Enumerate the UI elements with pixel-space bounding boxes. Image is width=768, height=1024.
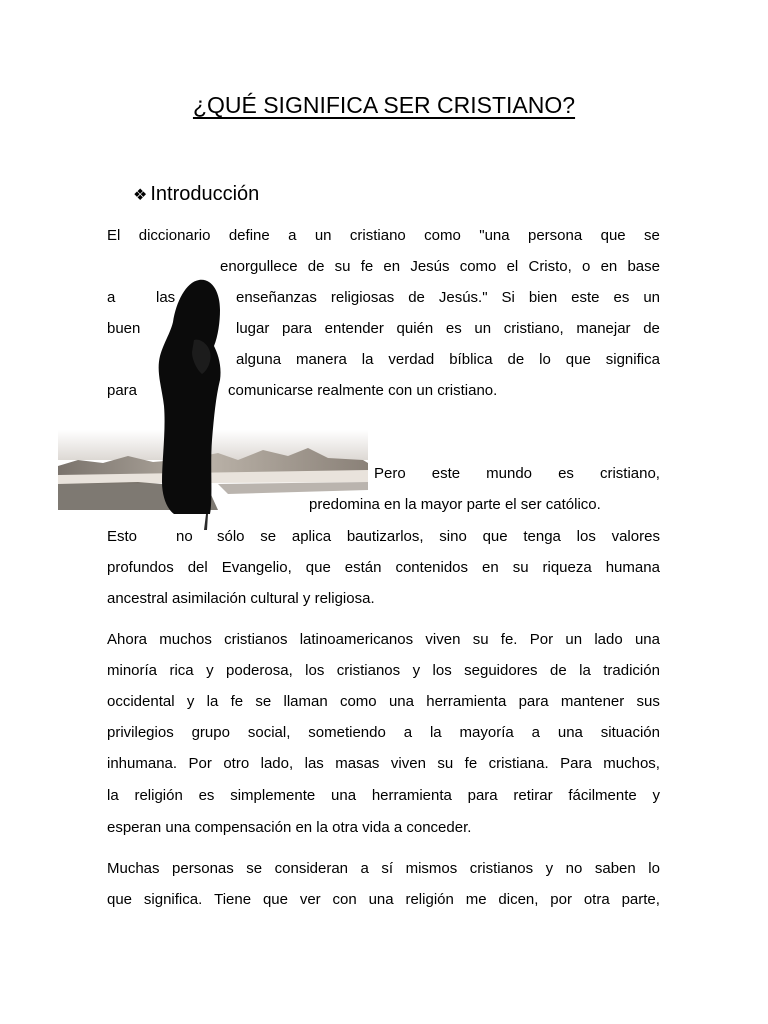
word: saben	[594, 860, 636, 877]
word: buen	[107, 320, 141, 337]
word: comunicarse realmente con un cristiano.	[228, 382, 498, 399]
word: alguna	[236, 351, 282, 368]
word: lo	[539, 351, 551, 368]
word: fe.	[500, 631, 518, 648]
word: grupo	[191, 724, 230, 741]
paragraph1-line	[236, 350, 660, 370]
paragraph3-line	[107, 692, 660, 712]
word: poderosa,	[226, 662, 293, 679]
word: la	[579, 662, 591, 679]
word: de	[408, 289, 425, 306]
word: sí	[381, 860, 394, 877]
paragraph4-line	[107, 890, 660, 910]
word: en	[600, 258, 618, 275]
word: lugar	[236, 320, 270, 337]
word: un	[565, 631, 583, 648]
word: El	[107, 227, 121, 244]
word: este	[571, 289, 600, 306]
word: como	[459, 258, 497, 275]
word: que	[305, 559, 331, 576]
word: humana	[605, 559, 660, 576]
word: las	[156, 289, 176, 306]
word: inhumana.	[107, 755, 178, 772]
paragraph3-line	[107, 661, 660, 681]
paragraph1-line	[107, 319, 147, 339]
word: cristianos	[224, 631, 288, 648]
word: social,	[247, 724, 291, 741]
word: herramienta	[371, 787, 452, 804]
word: como	[424, 227, 461, 244]
word: lado,	[260, 755, 294, 772]
word: fe	[360, 258, 374, 275]
word: Por	[188, 755, 212, 772]
paragraph3-line	[107, 630, 660, 650]
section-heading-label: Introducción	[150, 183, 260, 205]
word: fe	[230, 693, 244, 710]
paragraph1-line	[236, 319, 660, 339]
word: sometiendo	[308, 724, 386, 741]
word: en	[482, 559, 499, 576]
paragraph1-line	[236, 288, 660, 308]
word: están	[344, 559, 382, 576]
word: rica	[169, 662, 194, 679]
word: verdad	[388, 351, 435, 368]
word: valores	[611, 528, 660, 545]
word: dicen,	[498, 891, 539, 908]
word: viven	[425, 631, 461, 648]
word: del	[187, 559, 208, 576]
word: religión	[405, 891, 454, 908]
word: Si	[501, 289, 515, 306]
word: de	[507, 351, 525, 368]
word: significa.	[143, 891, 203, 908]
word: Cristo,	[528, 258, 572, 275]
word: los	[432, 662, 452, 679]
word: la	[429, 724, 442, 741]
word: sus	[636, 693, 660, 710]
word: enorgullece	[220, 258, 298, 275]
word: la	[107, 787, 119, 804]
word: para	[107, 382, 138, 399]
paragraph1-line	[156, 288, 178, 308]
word: una	[634, 631, 660, 648]
word: "una	[479, 227, 510, 244]
word: que	[600, 227, 626, 244]
word: fácilmente	[568, 787, 637, 804]
word: manejar	[576, 320, 631, 337]
word: su	[512, 559, 529, 576]
word: y	[206, 662, 214, 679]
word: retirar	[513, 787, 553, 804]
word: entender	[324, 320, 384, 337]
word: contenidos	[395, 559, 469, 576]
word: Jesús	[410, 258, 450, 275]
word: o	[582, 258, 591, 275]
word: cristiano,	[503, 320, 564, 337]
word: predomina en la mayor parte el ser católico.	[309, 496, 601, 513]
paragraph1-line	[107, 381, 147, 401]
word: es	[613, 289, 630, 306]
paragraph2-line	[107, 558, 660, 578]
word: una	[368, 891, 394, 908]
word: es	[198, 787, 215, 804]
paragraph1-line	[107, 226, 660, 246]
word: fe	[464, 755, 478, 772]
word: es	[558, 465, 574, 482]
word: seguidores	[464, 662, 538, 679]
word: herramienta	[426, 693, 507, 710]
word: tenga	[523, 528, 561, 545]
word: como	[339, 693, 377, 710]
word: significa	[605, 351, 660, 368]
word: por	[550, 891, 572, 908]
word: Ahora	[107, 631, 148, 648]
word: los	[305, 662, 325, 679]
word: Jesús."	[438, 289, 488, 306]
word: ver	[299, 891, 321, 908]
word: cristiano,	[599, 465, 660, 482]
word: aplica	[291, 528, 332, 545]
word: su	[437, 755, 454, 772]
word: otra	[583, 891, 610, 908]
word: esperan una compensación en la otra vida a conceder.	[107, 819, 472, 836]
word: me	[465, 891, 487, 908]
word: bien	[528, 289, 558, 306]
paragraph2-line	[374, 464, 660, 484]
word: riqueza	[542, 559, 592, 576]
word: cristiano	[349, 227, 406, 244]
word: su	[334, 258, 351, 275]
word: una	[557, 724, 583, 741]
word: no	[565, 860, 583, 877]
word: situación	[600, 724, 660, 741]
word: Pero	[374, 465, 406, 482]
word: latinoamericanos	[299, 631, 414, 648]
word: y	[412, 662, 421, 679]
word: los	[576, 528, 596, 545]
word: la	[361, 351, 374, 368]
word: viven	[390, 755, 426, 772]
word: otro	[223, 755, 250, 772]
word: y	[652, 787, 660, 804]
word: con	[332, 891, 357, 908]
word: religión	[134, 787, 183, 804]
word: quién	[396, 320, 434, 337]
word: las	[304, 755, 324, 772]
word: de	[643, 320, 660, 337]
word: se	[260, 528, 277, 545]
word: sólo	[217, 528, 245, 545]
diamond-bullet-icon: ❖	[133, 187, 148, 204]
word: que	[107, 891, 133, 908]
word: de	[549, 662, 567, 679]
word: sino	[439, 528, 467, 545]
word: mayoría	[459, 724, 514, 741]
word: se	[644, 227, 660, 244]
word: define	[228, 227, 270, 244]
word: una	[331, 787, 357, 804]
paragraph2-line	[107, 527, 147, 547]
paragraph1-line	[220, 257, 660, 277]
word: el	[506, 258, 519, 275]
word: muchos,	[603, 755, 660, 772]
word: un	[474, 320, 492, 337]
word: un	[643, 289, 660, 306]
word: Esto	[107, 528, 138, 545]
word: tradición	[603, 662, 660, 679]
paragraph2-line	[176, 527, 200, 547]
section-heading	[133, 183, 259, 206]
word: profundos	[107, 559, 174, 576]
word: persona	[528, 227, 583, 244]
word: muchos	[159, 631, 212, 648]
paragraph2-line	[107, 589, 660, 609]
word: religiosas	[330, 289, 395, 306]
word: Por	[529, 631, 554, 648]
word: un	[314, 227, 332, 244]
word: a	[288, 227, 297, 244]
paragraph3-line	[107, 754, 660, 774]
word: cristianos	[469, 860, 534, 877]
paragraph4-line	[107, 859, 660, 879]
word: para	[467, 787, 498, 804]
word: privilegios	[107, 724, 174, 741]
word: mundo	[486, 465, 533, 482]
paragraph1-line	[228, 381, 660, 401]
word: de	[307, 258, 325, 275]
word: a	[107, 289, 116, 306]
word: lo	[648, 860, 660, 877]
word: para	[282, 320, 313, 337]
word: y	[186, 693, 195, 710]
word: a	[531, 724, 540, 741]
word: a	[360, 860, 369, 877]
word: Evangelio,	[221, 559, 292, 576]
word: y	[545, 860, 554, 877]
word: cristiana.	[488, 755, 549, 772]
word: personas	[172, 860, 234, 877]
word: cristianos	[336, 662, 401, 679]
paragraph2-line	[217, 527, 660, 547]
word: mismos	[405, 860, 458, 877]
word: manera	[295, 351, 347, 368]
paragraph2-line	[309, 495, 660, 515]
word: lado	[594, 631, 623, 648]
word: no	[176, 528, 193, 545]
word: que	[262, 891, 288, 908]
paragraph1-line	[107, 288, 117, 308]
word: que	[565, 351, 591, 368]
word: es	[445, 320, 462, 337]
word: consideran	[274, 860, 349, 877]
word: parte,	[621, 891, 660, 908]
word: enseñanzas	[236, 289, 317, 306]
paragraph3-line	[107, 786, 660, 806]
word: su	[472, 631, 489, 648]
word: este	[431, 465, 461, 482]
word: una	[388, 693, 414, 710]
word: occidental	[107, 693, 175, 710]
word: diccionario	[138, 227, 211, 244]
paragraph3-line	[107, 818, 660, 838]
word: se	[255, 693, 272, 710]
word: base	[627, 258, 660, 275]
word: mantener	[560, 693, 625, 710]
word: a	[403, 724, 413, 741]
word: para	[518, 693, 549, 710]
word: simplemente	[230, 787, 316, 804]
word: llaman	[283, 693, 328, 710]
word: Tiene	[214, 891, 252, 908]
word: bautizarlos,	[346, 528, 424, 545]
word: bíblica	[449, 351, 493, 368]
word: masas	[335, 755, 380, 772]
word: se	[246, 860, 263, 877]
paragraph3-line	[107, 723, 660, 743]
word: Muchas	[107, 860, 160, 877]
word: minoría	[107, 662, 158, 679]
word: ancestral asimilación cultural y religiosa.	[107, 590, 375, 607]
word: en	[383, 258, 401, 275]
page-title: ¿QUÉ SIGNIFICA SER CRISTIANO?	[192, 92, 576, 118]
word: la	[206, 693, 219, 710]
word: que	[482, 528, 508, 545]
word: Para	[560, 755, 592, 772]
